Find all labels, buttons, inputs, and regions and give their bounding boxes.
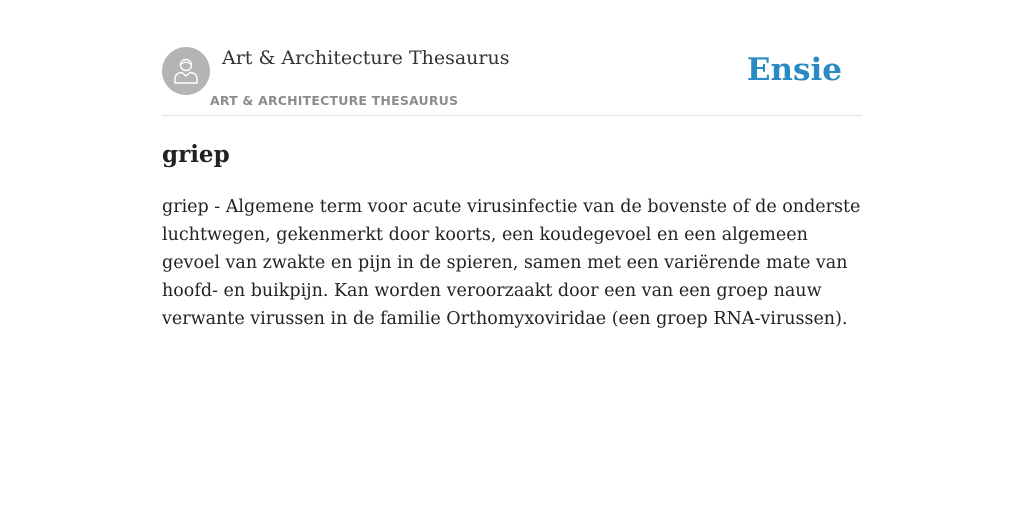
entry-header (162, 0, 862, 116)
entry-card (162, 0, 862, 512)
author-name[interactable]: Art & Architecture Thesaurus (222, 47, 510, 69)
user-icon (172, 56, 200, 86)
author-subtitle[interactable]: ART & ARCHITECTURE THESAURUS (210, 93, 459, 108)
definition-text: griep - Algemene term voor acute virusinfectie van de bovenste of de onderste luchtwegen, gekenmerkt door koorts, een koudegevoel en een algemeen gevoel van zwakte en pijn in de spieren, samen met een variërende mate van hoofd- en buikpijn. Kan worden veroorzaakt door een van een groep nauw verwante virussen in de familie Orthomyxoviridae (een groep RNA-virussen). (162, 197, 861, 329)
brand-logo[interactable]: Ensie (746, 52, 842, 88)
avatar[interactable] (162, 47, 210, 95)
page-title: griep (162, 141, 230, 168)
